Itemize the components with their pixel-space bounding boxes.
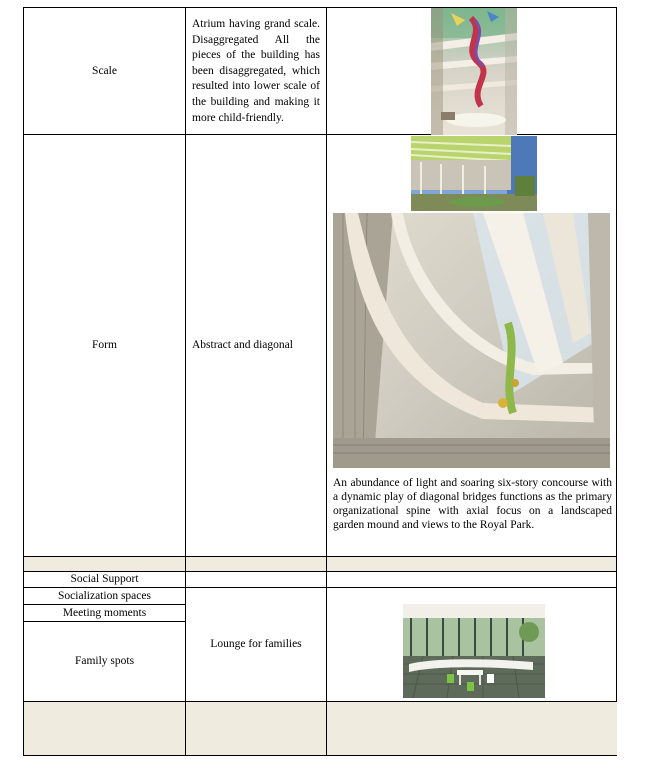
family-spots-description: Lounge for families [210,638,302,650]
meeting-moments-label: Meeting moments [62,606,147,619]
bottom-cell-2 [186,702,327,755]
form-description-cell [186,135,327,557]
bottom-cell-3 [327,702,617,755]
scale-label: Scale [92,64,117,77]
design-criteria-table [23,7,617,756]
social-support-description-cell [186,572,327,588]
family-lounge-photo [403,604,545,698]
form-caption: An abundance of light and soaring six-story concourse with a dynamic play of diagonal bridges functions as the primary organizational spine with axial focus on a landscaped garden mound and views to the Royal Park. [333,477,612,531]
family-spots-label: Family spots [74,655,135,667]
scale-label-cell [24,8,186,135]
social-support-label-cell [24,572,186,588]
building-exterior-photo [411,136,537,211]
bottom-cell-1 [24,702,186,755]
scale-description-cell [186,8,327,135]
scale-image-cell [327,8,617,135]
social-support-image-cell [327,572,617,588]
family-spots-label-cell [24,622,186,702]
form-label: Form [92,339,117,351]
family-spots-image-cell [327,588,617,702]
concourse-bridges-photo [333,213,610,468]
socialization-spaces-label: Socialization spaces [58,589,151,602]
family-spots-description-cell [186,588,327,702]
form-label-cell [24,135,186,557]
atrium-photo [431,8,517,135]
form-description: Abstract and diagonal [192,339,293,351]
socialization-spaces-label-cell [24,588,186,605]
scale-description: Atrium having grand scale. Disaggregated All the pieces of the building has been disaggregated, which resulted into lower scale of the building and making it more child-friendly. [192,18,320,124]
spacer-cell-3 [327,557,617,572]
social-support-label: Social Support [70,573,139,585]
form-image-cell [327,135,617,557]
meeting-moments-label-cell [24,605,186,622]
spacer-cell-1 [24,557,186,572]
spacer-cell-2 [186,557,327,572]
